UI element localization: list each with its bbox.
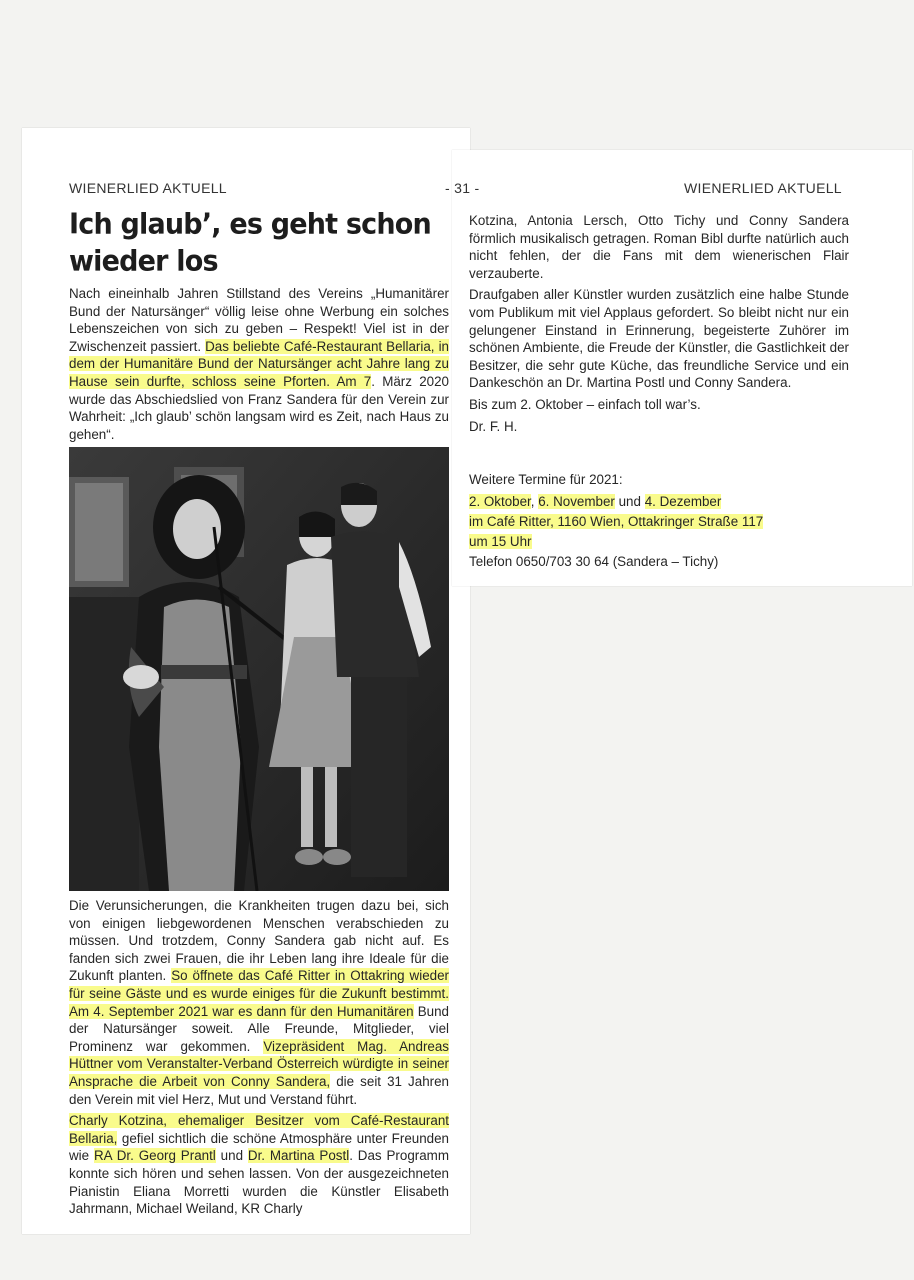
event-venue: im Café Ritter, 1160 Wien, Ottakringer Straße 117	[469, 514, 764, 529]
p3-highlight-3: Dr. Martina Postl	[247, 1148, 350, 1164]
intro-text-c: . März 2020 wurde das Abschiedslied von Franz Sandera für den Verein zur Wahrheit: „Ich glaub’ schön langsam wird es Zeit, nach Haus zu gehen“.	[69, 373, 449, 442]
events-box	[469, 470, 763, 572]
intro-paragraph	[69, 285, 449, 447]
right-paragraph-1: Kotzina, Antonia Lersch, Otto Tichy und Conny Sandera förmlich musikalisch getragen. Roman Bibl durfte natürlich auch nicht fehlen, der die Fans mit dem wienerischen Flair verzauberte.	[469, 213, 849, 281]
right-paragraph-2: Draufgaben aller Künstler wurden zusätzlich eine halbe Stunde vom Publikum mit viel Applaus gefordert. So bleibt nicht nur ein gelungener Einstand in Erinnerung, begeisterte Zuhörer im schönen Ambiente, die Freude der Künstler, die Gastlichkeit der Besitzer, die sehr gute Küche, das freundliche Service und ein Dankeschön an Dr. Martina Postl und Conny Sandera.	[469, 287, 849, 391]
body-paragraph-2	[69, 897, 449, 1222]
p3-highlight-2: RA Dr. Georg Prantl	[93, 1148, 216, 1164]
right-column	[469, 212, 849, 439]
p2-highlight-1: So öffnete das Café Ritter in Ottakring wieder für seine Gäste und es wurde einiges für die Zukunft bestimmt. Am 4. September 2021 war es dann für den Humanitären	[69, 968, 450, 1019]
event-date-1: 2. Oktober	[469, 494, 531, 509]
article-title	[69, 206, 449, 280]
intro-highlight: Das beliebte Café-Restaurant Bellaria, in dem der Humanitäre Bund der Natursänger acht Jahre lang zu Hause sein durfte, schloss seine Pforten. Am 7	[69, 338, 449, 389]
p3-text-b: gefiel sichtlich die schöne Atmosphäre unter Freunden wie	[69, 1130, 449, 1164]
title-line-1: Ich glaub’, es geht schon	[69, 208, 431, 241]
p3-highlight-1: Charly Kotzina, ehemaliger Besitzer vom Café-Restaurant Bellaria,	[69, 1113, 449, 1146]
p2-highlight-2: Vizepräsident Mag. Andreas Hüttner vom Veranstalter-Verband Österreich würdigte in seiner Ansprache die Arbeit von Conny Sandera,	[69, 1038, 450, 1089]
p2-text-c: Bund der Natursänger soweit. Alle Freunde, Mitglieder, viel Prominenz war gekommen.	[69, 1003, 449, 1054]
p2-text-a: Die Verunsicherungen, die Krankheiten trugen dazu bei, sich von einigen liebgewordenen Menschen verabschieden zu müssen. Und trotzdem, Conny Sandera gab nicht auf. Es fanden sich zwei Frauen, die ihr Leben lang ihre Ideale für die Zukunft planten.	[69, 898, 449, 984]
right-paragraph-3: Bis zum 2. Oktober – einfach toll war’s.	[469, 396, 701, 412]
p2-text-e: die seit 31 Jahren den Verein mit viel Herz, Mut und Verstand führt.	[69, 1073, 449, 1107]
event-date-3: 4. Dezember	[644, 494, 722, 509]
events-heading: Weitere Termine für 2021:	[469, 472, 623, 487]
article-signature: Dr. F. H.	[469, 418, 518, 434]
event-sep-1: ,	[530, 494, 539, 509]
title-line-2: wieder los	[69, 245, 218, 278]
p3-text-d: und	[215, 1148, 248, 1164]
page-number: - 31 -	[445, 180, 480, 196]
photo-illustration	[69, 447, 449, 891]
event-phone: Telefon 0650/703 30 64 (Sandera – Tichy)	[469, 554, 719, 569]
intro-text-a: Nach eineinhalb Jahren Stillstand des Vereins „Humanitärer Bund der Natursänger“ völlig leise ohne Werbung ein solches Lebenszeichen von sich zu geben – Respekt! Viel ist in der Zwischenzeit passiert.	[69, 286, 449, 354]
event-sep-2: und	[614, 494, 645, 509]
concert-photo	[69, 447, 449, 891]
running-head-right: WIENERLIED AKTUELL	[684, 180, 842, 196]
running-head-left: WIENERLIED AKTUELL	[69, 180, 227, 196]
event-date-2: 6. November	[538, 494, 615, 509]
p3-text-f: . Das Programm konnte sich hören und sehen lassen. Von der ausgezeichneten Pianistin Eliana Morretti wurden die Künstler Elisabeth Jahrmann, Michael Weiland, KR Charly	[69, 1148, 449, 1217]
event-time: um 15 Uhr	[469, 534, 532, 549]
